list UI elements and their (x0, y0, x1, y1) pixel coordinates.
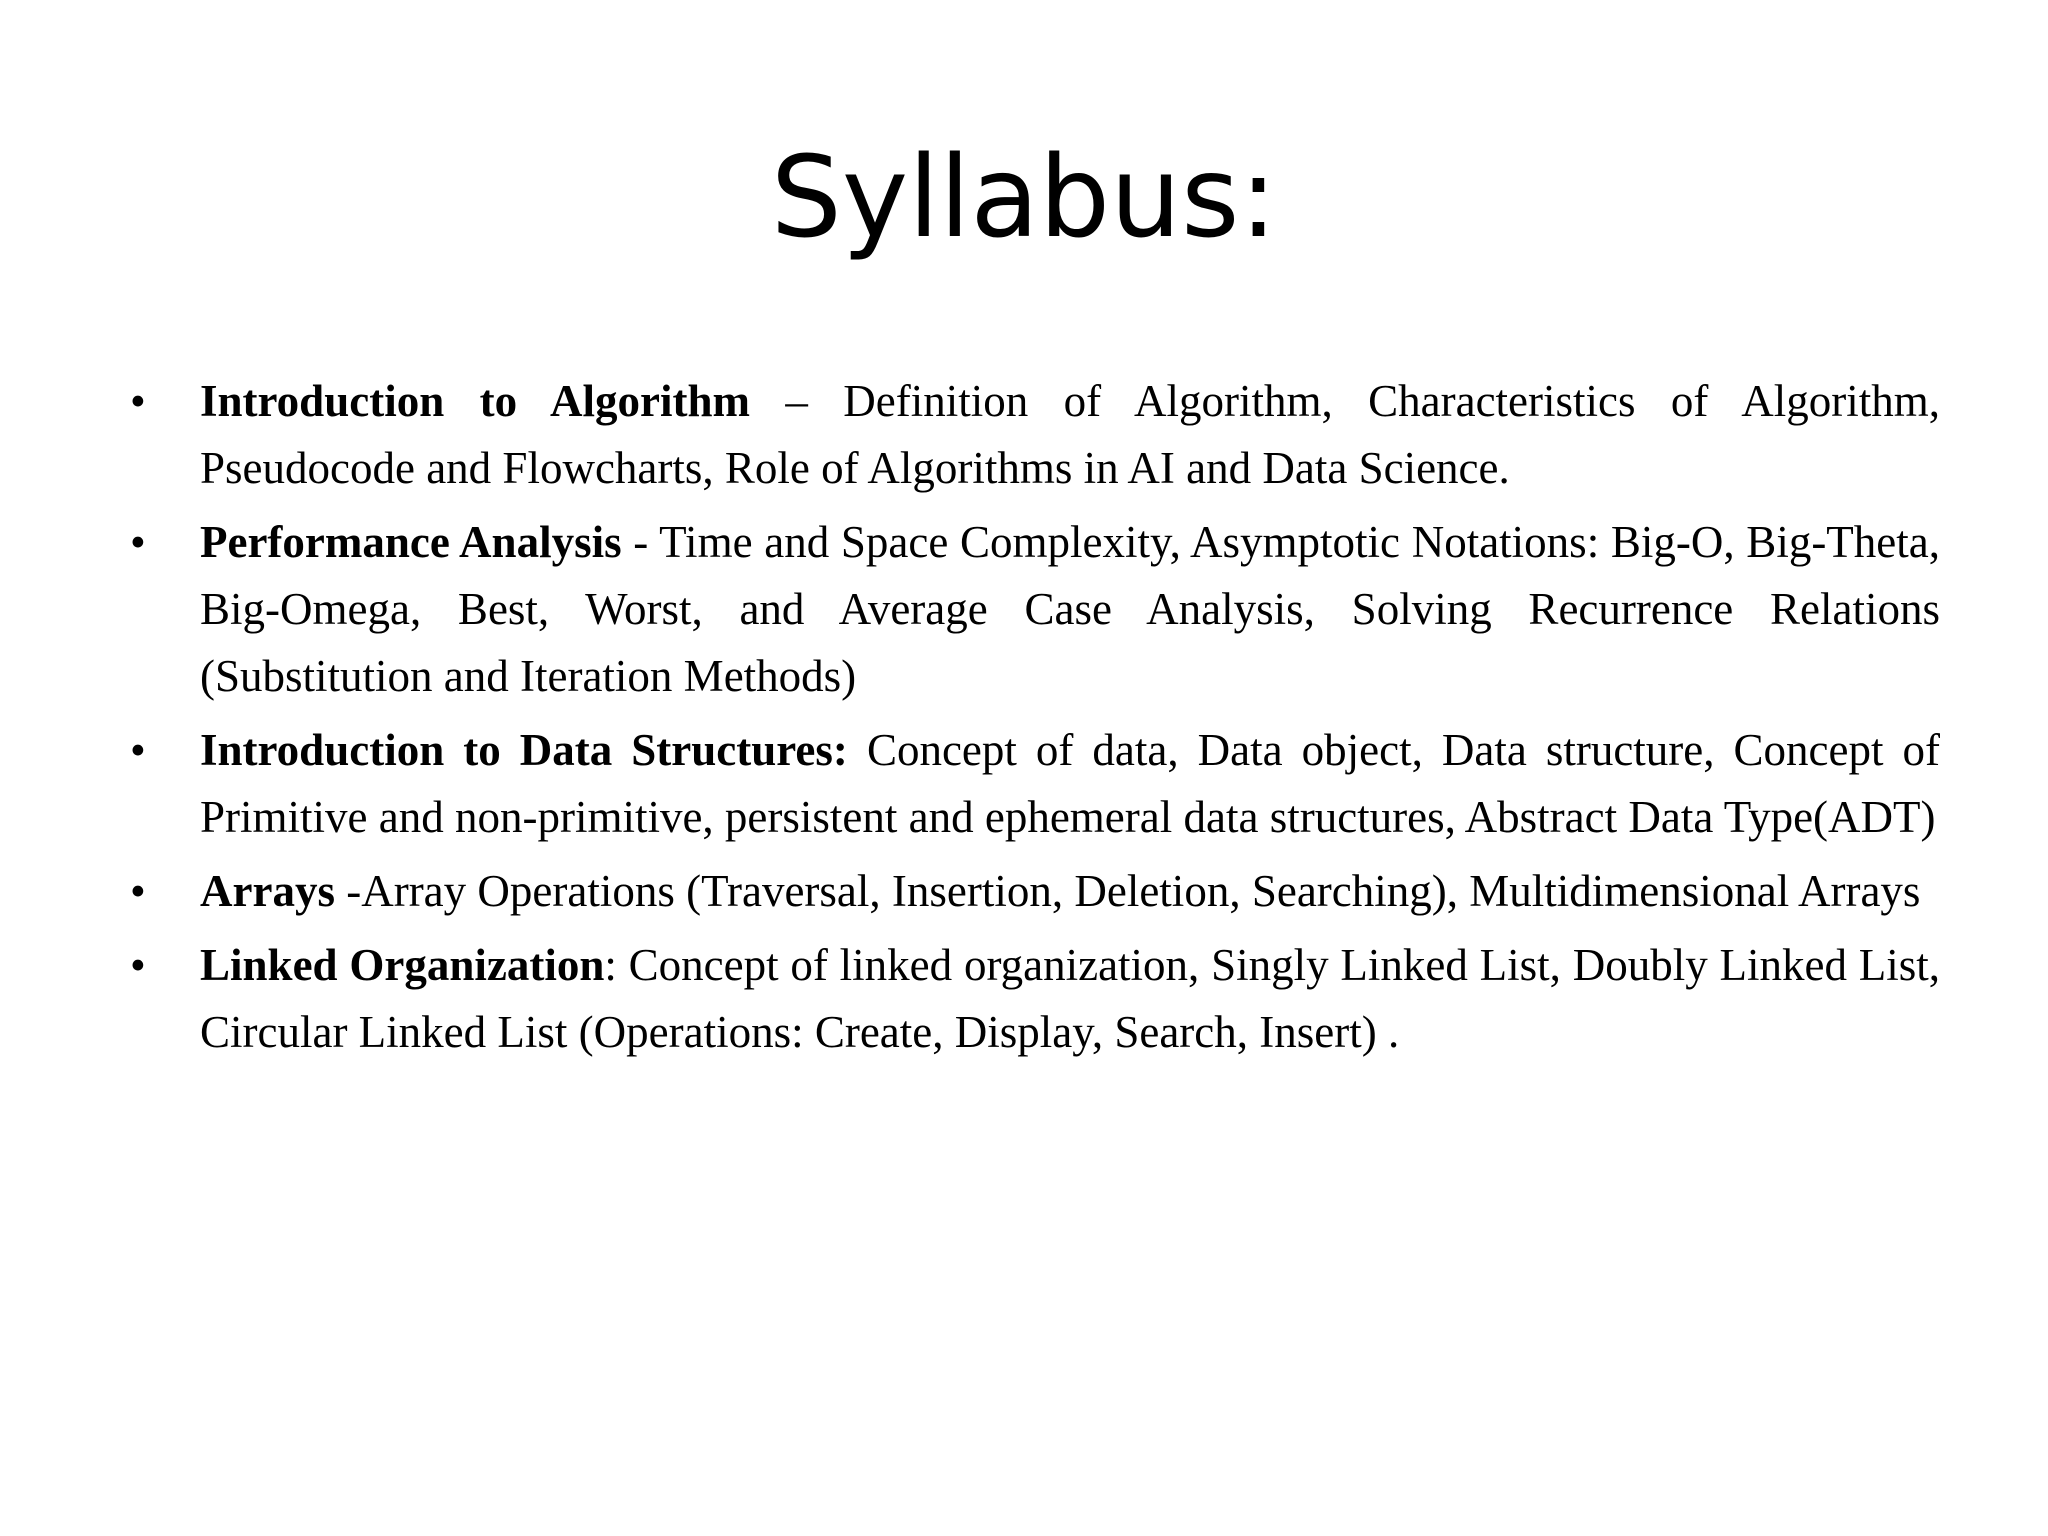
item-separator: - (334, 866, 362, 916)
item-term: Performance Analysis (200, 517, 622, 567)
item-description: Concept of data, Data object, Data structure, Concept of Primitive and non-primitive, persistent and ephemeral data structures, Abstract Data Type(ADT) (200, 725, 1941, 842)
item-description: Definition of Algorithm, Characteristics of Algorithm, Pseudocode and Flowcharts, Role of Algorithms in AI and Data Science. (200, 376, 1941, 493)
bullet-icon: • (130, 517, 146, 567)
syllabus-item-performance-analysis (130, 509, 1940, 710)
item-separator: - (621, 517, 660, 567)
syllabus-list (130, 368, 1941, 1073)
syllabus-item-arrays (130, 858, 1940, 925)
item-term: Arrays (200, 866, 335, 916)
bullet-icon: • (130, 866, 146, 916)
item-term: Linked Organization (200, 940, 605, 990)
item-description: Array Operations (Traversal, Insertion, Deletion, Searching), Multidimensional Arrays (361, 866, 1921, 916)
item-description: Time and Space Complexity, Asymptotic Notations: Big-O, Big-Theta, Big-Omega, Best, Worst, and Average Case Analysis, Solving Recurrence Relations (Substitution and Iteration Methods) (200, 517, 1940, 701)
bullet-icon: • (130, 376, 146, 426)
item-description: Concept of linked organization, Singly Linked List, Doubly Linked List, Circular Linked List (Operations: Create, Display, Search, Insert) . (200, 940, 1940, 1057)
item-separator: – (749, 376, 844, 426)
syllabus-item-introduction-to-data-structures (130, 717, 1941, 851)
syllabus-item-introduction-to-algorithm (130, 368, 1941, 502)
syllabus-item-linked-organization (130, 932, 1940, 1066)
item-separator (848, 725, 867, 775)
bullet-icon: • (130, 725, 146, 775)
item-term: Introduction to Algorithm (200, 376, 750, 426)
item-term: Introduction to Data Structures: (200, 725, 848, 775)
slide-title: Syllabus: (770, 133, 1278, 263)
bullet-icon: • (130, 940, 146, 990)
item-separator: : (604, 940, 629, 990)
